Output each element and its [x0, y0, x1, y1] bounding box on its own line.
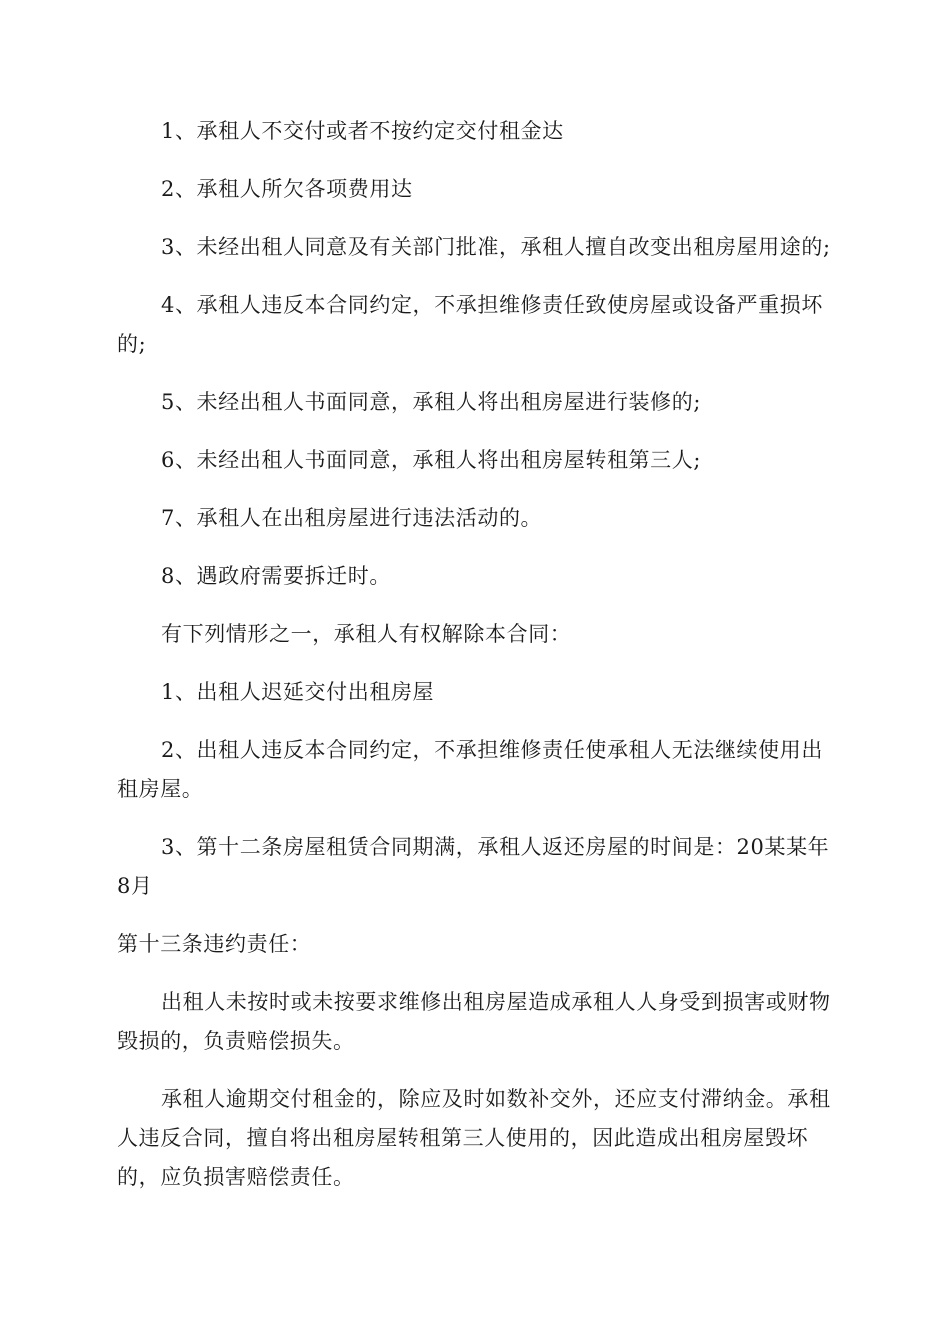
clause-lease-expiry: 3、第十二条房屋租赁合同期满，承租人返还房屋的时间是：20某某年8月 [117, 835, 830, 898]
liability-landlord-repair: 出租人未按时或未按要求维修出租房屋造成承租人人身受到损害或财物毁损的，负责赔偿损失。 [117, 990, 831, 1053]
clause-tenant-rent-default: 1、承租人不交付或者不按约定交付租金达 [161, 119, 564, 143]
clause-government-demolition: 8、遇政府需要拆迁时。 [161, 564, 391, 588]
clause-unauthorized-sublet: 6、未经出租人书面同意，承租人将出租房屋转租第三人; [161, 448, 702, 472]
clause-change-of-use: 3、未经出租人同意及有关部门批准，承租人擅自改变出租房屋用途的; [161, 235, 831, 259]
clause-repair-breach: 4、承租人违反本合同约定，不承担维修责任致使房屋或设备严重损坏的; [117, 293, 823, 356]
clause-landlord-repair-breach: 2、出租人违反本合同约定，不承担维修责任使承租人无法继续使用出租房屋。 [117, 738, 823, 801]
clause-delayed-delivery: 1、出租人迟延交付出租房屋 [161, 680, 435, 704]
clause-tenant-fees-owed: 2、承租人所欠各项费用达 [161, 177, 413, 201]
liability-tenant-late-payment: 承租人逾期交付租金的，除应及时如数补交外，还应支付滞纳金。承租人违反合同，擅自将出租房屋转租第三人使用的，因此造成出租房屋毁坏的，应负损害赔偿责任。 [117, 1087, 831, 1189]
tenant-termination-heading: 有下列情形之一，承租人有权解除本合同： [161, 622, 572, 646]
clause-illegal-activity: 7、承租人在出租房屋进行违法活动的。 [161, 506, 543, 530]
clause-unauthorized-renovation: 5、未经出租人书面同意，承租人将出租房屋进行装修的; [161, 390, 702, 414]
document-body [117, 112, 835, 1216]
article-13-heading: 第十三条违约责任： [117, 932, 312, 956]
